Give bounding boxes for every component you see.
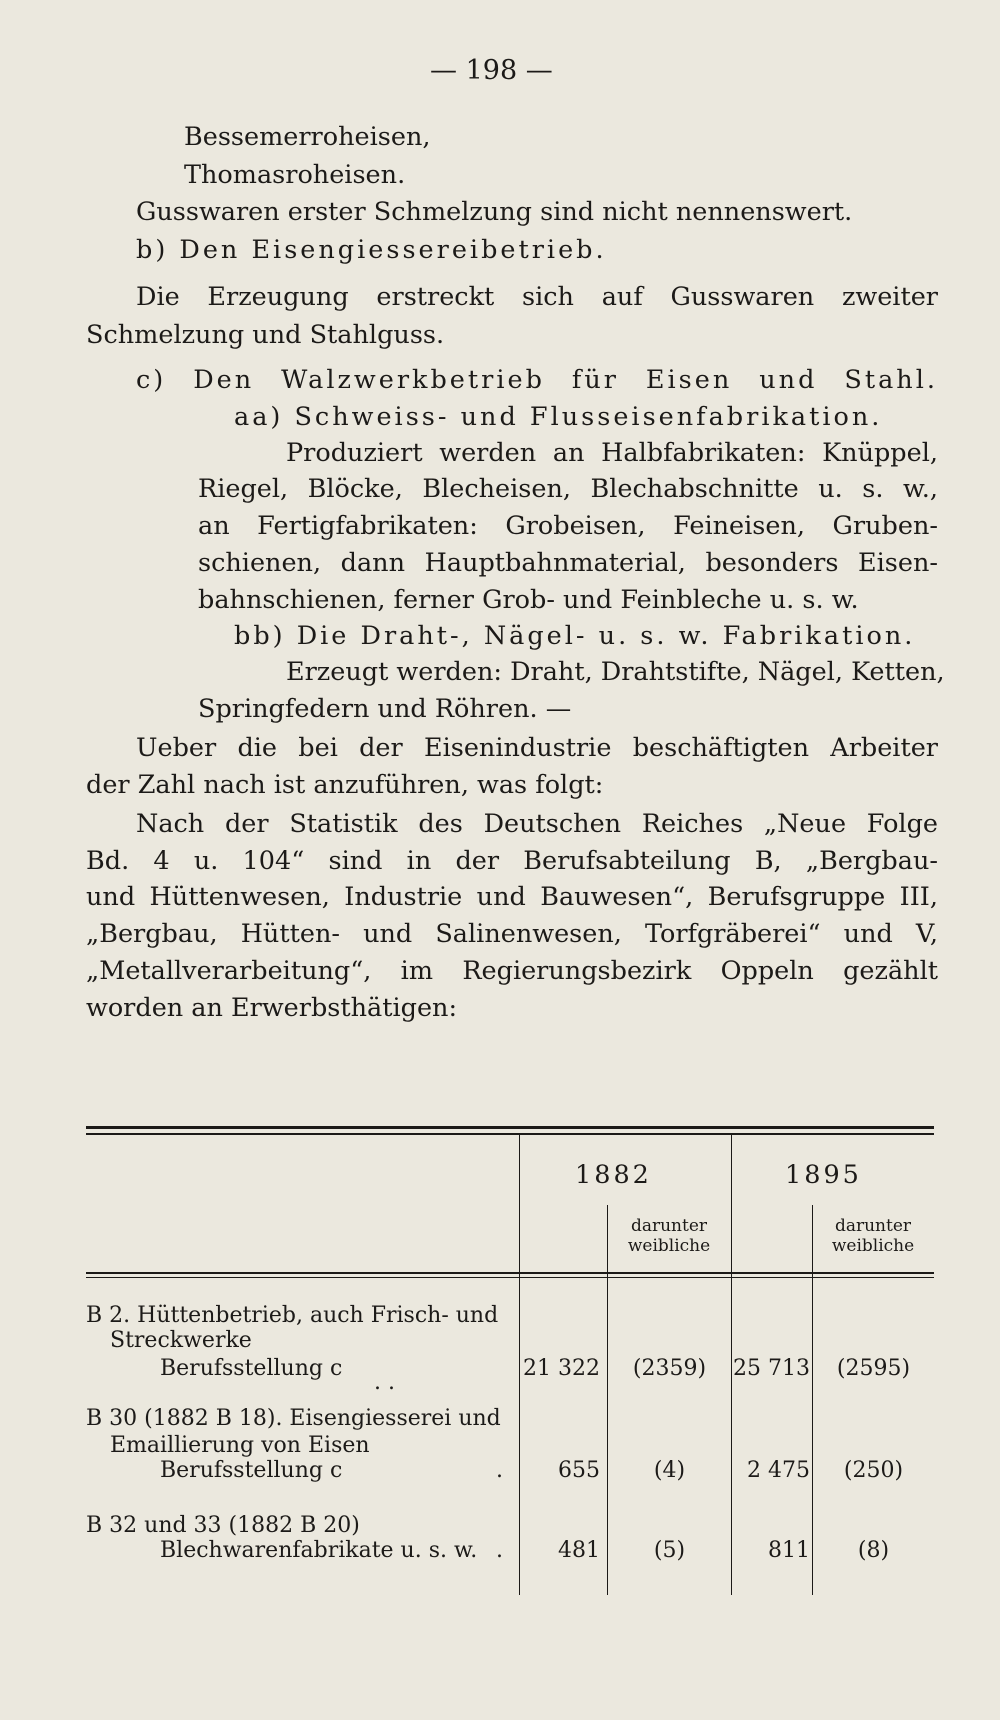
row-label: B 2. Hüttenbetrieb, auch Frisch- und [86, 1303, 499, 1328]
women-subheader-1895: darunter weibliche [831, 1216, 915, 1256]
table-rule-header-2 [86, 1277, 934, 1278]
text-line: Riegel, Blöcke, Blecheisen, Blechabschnitte u. s. w., [198, 474, 938, 504]
table-column-divider [607, 1205, 608, 1595]
section-heading: b) Den Eisengiessereibetrieb. [136, 235, 607, 265]
text-line: und Hüttenwesen, Industrie und Bauwesen“, Berufsgruppe III, [86, 882, 938, 912]
table-column-divider [812, 1205, 813, 1595]
women-1882: (5) [653, 1538, 686, 1563]
page-number: — 198 — [430, 55, 553, 86]
year-header-1882: 1882 [575, 1160, 652, 1190]
row-label: B 32 und 33 (1882 B 20) [86, 1513, 360, 1538]
text-line: Produziert werden an Halbfabrikaten: Knüppel, [286, 438, 938, 468]
text-line: „Metallverarbeitung“, im Regierungsbezirk Oppeln gezählt [86, 956, 938, 986]
text-line: an Fertigfabrikaten: Grobeisen, Feineisen, Gruben- [198, 511, 938, 541]
women-1895: (250) [843, 1458, 904, 1483]
text-line: schienen, dann Hauptbahnmaterial, besonders Eisen- [198, 548, 938, 578]
leader-dots: . [496, 1458, 503, 1483]
table-rule-top-2 [86, 1133, 934, 1135]
text-line: Bessemerroheisen, [184, 122, 431, 152]
value-1882: 655 [558, 1458, 600, 1483]
text-line: Springfedern und Röhren. — [198, 694, 572, 724]
row-label: B 30 (1882 B 18). Eisengiesserei und [86, 1406, 501, 1431]
text-line: Bd. 4 u. 104“ sind in der Berufsabteilung B, „Bergbau- [86, 846, 938, 876]
women-1882: (2359) [632, 1356, 707, 1381]
subsection-heading: aa) Schweiss- und Flusseisenfabrikation. [234, 402, 883, 432]
text-line: Die Erzeugung erstreckt sich auf Gusswaren zweiter [136, 282, 938, 312]
subsection-heading: bb) Die Draht-, Nägel- u. s. w. Fabrikation. [234, 621, 916, 651]
women-1882: (4) [653, 1458, 686, 1483]
section-heading: c) Den Walzwerkbetrieb für Eisen und Stahl. [136, 365, 938, 395]
value-1882: 481 [558, 1538, 600, 1563]
text-line: der Zahl nach ist anzuführen, was folgt: [86, 770, 604, 800]
row-label: Emaillierung von Eisen [110, 1433, 370, 1458]
women-1895: (2595) [836, 1356, 911, 1381]
text-line: Thomasroheisen. [184, 160, 406, 190]
text-line: worden an Erwerbsthätigen: [86, 993, 458, 1023]
row-label: Blechwarenfabrikate u. s. w. [160, 1538, 478, 1563]
women-1895: (8) [857, 1538, 890, 1563]
table-rule-header [86, 1272, 934, 1274]
year-header-1895: 1895 [785, 1160, 862, 1190]
leader-dots: . [496, 1538, 503, 1563]
row-label: Streckwerke [110, 1328, 252, 1353]
women-subheader-1882: darunter weibliche [627, 1216, 711, 1256]
row-label: Berufsstellung c [160, 1458, 343, 1483]
leader-dots: . . [374, 1370, 395, 1395]
text-line: „Bergbau, Hütten- und Salinenwesen, Torfgräberei“ und V, [86, 919, 938, 949]
text-line: bahnschienen, ferner Grob- und Feinbleche u. s. w. [198, 585, 859, 615]
row-label: Berufsstellung c [160, 1356, 343, 1381]
text-line: Erzeugt werden: Draht, Drahtstifte, Nägel, Ketten, [286, 657, 945, 687]
value-1895: 2 475 [747, 1458, 810, 1483]
value-1895: 811 [768, 1538, 810, 1563]
value-1882: 21 322 [523, 1356, 600, 1381]
text-line: Schmelzung und Stahlguss. [86, 320, 445, 350]
value-1895: 25 713 [733, 1356, 810, 1381]
text-line: Ueber die bei der Eisenindustrie beschäftigten Arbeiter [136, 733, 938, 763]
table-rule-top [86, 1126, 934, 1129]
text-line: Nach der Statistik des Deutschen Reiches „Neue Folge [136, 809, 938, 839]
text-line: Gusswaren erster Schmelzung sind nicht nennenswert. [136, 197, 853, 227]
